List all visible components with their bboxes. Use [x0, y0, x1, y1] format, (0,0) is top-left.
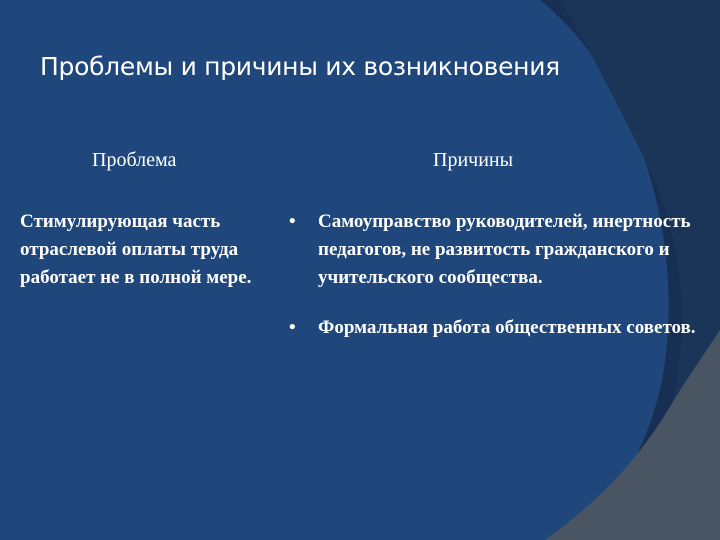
- cause-text: Самоуправство руководителей, инертность педагогов, не развитость гражданского и учительского сообщества.: [318, 211, 691, 288]
- bullet-marker: •: [289, 317, 296, 338]
- problem-column-header: Проблема: [92, 149, 177, 171]
- causes-list: [286, 208, 706, 364]
- cause-text: Формальная работа общественных советов.: [318, 317, 696, 338]
- problem-description: Стимулирующая часть отраслевой оплаты труда работает не в полной мере.: [20, 211, 252, 288]
- cause-item: [286, 208, 706, 292]
- causes-column-header: Причины: [433, 149, 514, 171]
- cause-item: [286, 314, 706, 342]
- bullet-marker: •: [289, 211, 296, 232]
- slide-title: Проблемы и причины их возникновения: [40, 52, 560, 81]
